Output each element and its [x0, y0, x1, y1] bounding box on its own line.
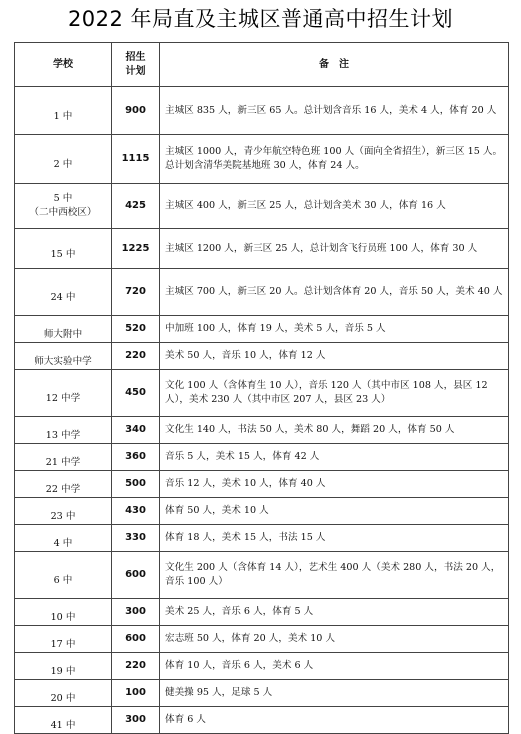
table-row: [15, 184, 509, 229]
table-row: [15, 316, 509, 343]
school-cell: [15, 498, 112, 525]
school-name: 20 中: [50, 693, 76, 704]
school-name: 41 中: [50, 720, 76, 731]
school-name: 师大实验中学: [34, 356, 92, 367]
school-cell: [15, 599, 112, 626]
note-cell: 文化生 140 人，书法 50 人，美术 80 人，舞蹈 20 人，体育 50 人: [160, 417, 509, 444]
table-row: [15, 417, 509, 444]
table-row: [15, 370, 509, 417]
plan-cell: 600: [112, 552, 160, 599]
plan-cell: 720: [112, 269, 160, 316]
plan-cell: 425: [112, 184, 160, 229]
school-name: 10 中: [50, 612, 76, 623]
school-cell: [15, 444, 112, 471]
table-body: [15, 87, 509, 734]
school-name: 22 中学: [45, 484, 81, 495]
school-name: 6 中: [53, 575, 73, 586]
school-name: 12 中学: [45, 393, 81, 404]
school-name: 21 中学: [45, 457, 81, 468]
plan-cell: 330: [112, 525, 160, 552]
plan-cell: 300: [112, 599, 160, 626]
table-row: [15, 343, 509, 370]
plan-cell: 450: [112, 370, 160, 417]
school-cell: [15, 229, 112, 269]
table-header-row: [15, 43, 509, 87]
note-cell: 主城区 400 人，新三区 25 人，总计划含美术 30 人，体育 16 人: [160, 184, 509, 229]
table-row: [15, 471, 509, 498]
school-name: 1 中: [53, 110, 73, 122]
note-cell: 主城区 1200 人，新三区 25 人，总计划含飞行员班 100 人，体育 30 人: [160, 229, 509, 269]
note-cell: 文化生 200 人（含体育 14 人），艺术生 400 人（美术 280 人，书法 20 人，音乐 100 人）: [160, 552, 509, 599]
table-row: [15, 707, 509, 734]
school-subname: （二中西校区）: [29, 207, 97, 218]
school-cell: [15, 87, 112, 135]
school-name: 5 中: [53, 193, 73, 204]
header-plan-line2: 计划: [125, 65, 146, 77]
table-row: [15, 626, 509, 653]
document-title: 2022 年局直及主城区普通高中招生计划: [67, 7, 454, 31]
note-cell: 美术 25 人，音乐 6 人，体育 5 人: [160, 599, 509, 626]
school-name: 19 中: [50, 666, 76, 677]
note-cell: 体育 10 人，音乐 6 人，美术 6 人: [160, 653, 509, 680]
table-row: [15, 599, 509, 626]
school-name: 13 中学: [45, 430, 81, 441]
school-cell: [15, 707, 112, 734]
school-cell: [15, 417, 112, 444]
table-row: [15, 552, 509, 599]
table-row: [15, 525, 509, 552]
school-cell: [15, 653, 112, 680]
plan-cell: 900: [112, 87, 160, 135]
table-row: [15, 269, 509, 316]
school-name: 4 中: [53, 538, 73, 549]
school-cell: [15, 269, 112, 316]
note-cell: 音乐 5 人，美术 15 人，体育 42 人: [160, 444, 509, 471]
note-cell: 主城区 1000 人，青少年航空特色班 100 人（面向全省招生），新三区 15 人。总计划含清华美院基地班 30 人，体育 24 人。: [160, 135, 509, 184]
table-row: [15, 653, 509, 680]
school-name: 15 中: [50, 248, 76, 260]
table-row: [15, 498, 509, 525]
school-name: 24 中: [50, 292, 76, 303]
school-name: 2 中: [53, 159, 73, 170]
school-cell: [15, 626, 112, 653]
plan-cell: 520: [112, 316, 160, 343]
table-row: [15, 444, 509, 471]
header-plan: [112, 43, 160, 87]
table-row: [15, 680, 509, 707]
plan-cell: 430: [112, 498, 160, 525]
note-cell: 健美操 95 人，足球 5 人: [160, 680, 509, 707]
plan-cell: 500: [112, 471, 160, 498]
note-cell: 主城区 835 人，新三区 65 人。总计划含音乐 16 人，美术 4 人，体育 20 人: [160, 87, 509, 135]
school-name: 17 中: [50, 639, 76, 650]
school-cell: [15, 370, 112, 417]
note-cell: 主城区 700 人，新三区 20 人。总计划含体育 20 人，音乐 50 人，美术 40 人: [160, 269, 509, 316]
school-name: 师大附中: [43, 329, 83, 340]
table-row: [15, 87, 509, 135]
note-cell: 宏志班 50 人，体育 20 人，美术 10 人: [160, 626, 509, 653]
note-cell: 音乐 12 人，美术 10 人，体育 40 人: [160, 471, 509, 498]
header-plan-line1: 招生: [125, 51, 146, 63]
school-cell: [15, 552, 112, 599]
header-school: 学校: [15, 43, 112, 87]
note-cell: 体育 18 人，美术 15 人，书法 15 人: [160, 525, 509, 552]
plan-cell: 220: [112, 343, 160, 370]
table-row: [15, 229, 509, 269]
plan-cell: 220: [112, 653, 160, 680]
note-cell: 美术 50 人，音乐 10 人，体育 12 人: [160, 343, 509, 370]
plan-cell: 340: [112, 417, 160, 444]
plan-cell: 1115: [112, 135, 160, 184]
school-cell: [15, 525, 112, 552]
note-cell: 体育 50 人，美术 10 人: [160, 498, 509, 525]
note-cell: 体育 6 人: [160, 707, 509, 734]
header-note: 备 注: [160, 43, 509, 87]
school-cell: [15, 316, 112, 343]
school-cell: [15, 135, 112, 184]
enrollment-table: [14, 42, 509, 734]
school-cell: [15, 680, 112, 707]
plan-cell: 300: [112, 707, 160, 734]
note-cell: 文化 100 人（含体育生 10 人），音乐 120 人（其中市区 108 人，县区 12 人），美术 230 人（其中市区 207 人，县区 23 人）: [160, 370, 509, 417]
plan-cell: 100: [112, 680, 160, 707]
plan-cell: 360: [112, 444, 160, 471]
school-name: 23 中: [50, 511, 76, 522]
plan-cell: 600: [112, 626, 160, 653]
note-cell: 中加班 100 人，体育 19 人，美术 5 人，音乐 5 人: [160, 316, 509, 343]
school-cell: [15, 184, 112, 229]
school-cell: [15, 343, 112, 370]
school-cell: [15, 471, 112, 498]
table-row: [15, 135, 509, 184]
plan-cell: 1225: [112, 229, 160, 269]
